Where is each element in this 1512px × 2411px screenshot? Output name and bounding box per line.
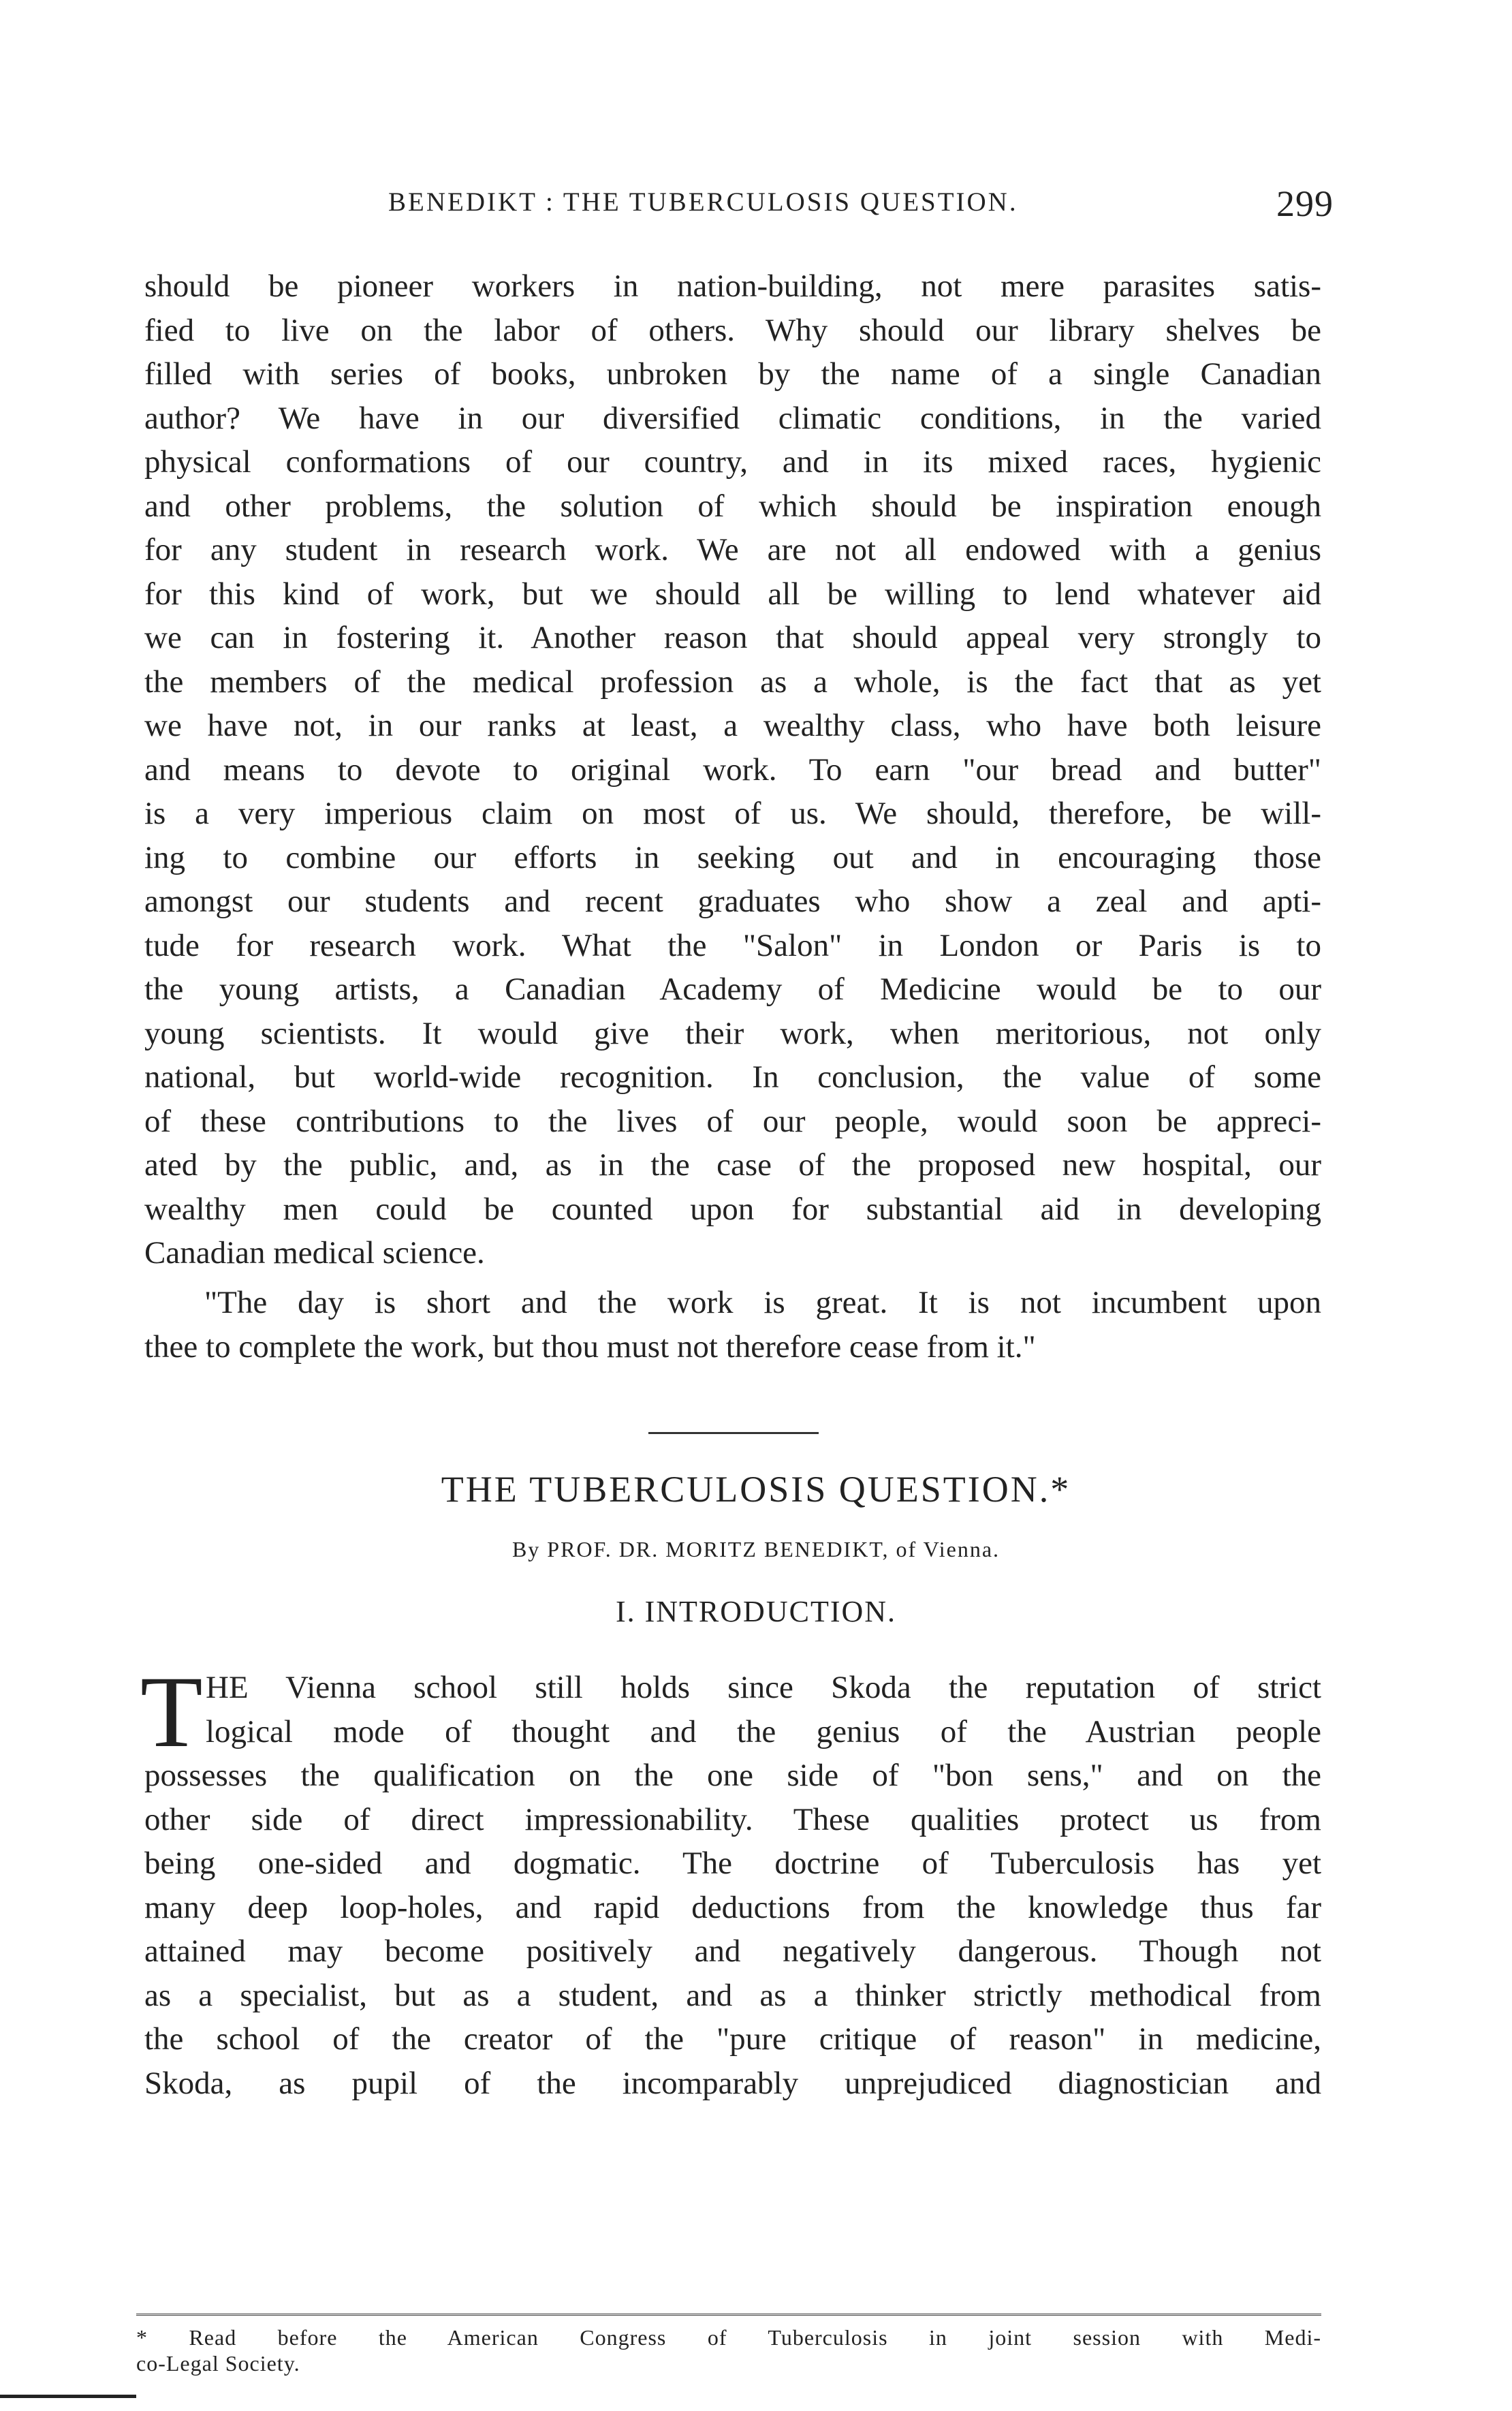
section-divider [648, 1432, 819, 1434]
section-heading: I. INTRODUCTION. [615, 1595, 897, 1628]
text-line: fied to live on the labor of others. Why should our library shelves be [144, 312, 1321, 348]
text-line: should be pioneer workers in nation-building, not mere parasites satis- [144, 268, 1321, 304]
article-paragraph [144, 1666, 1321, 2105]
text-line: Canadian medical science. [144, 1235, 485, 1271]
text-line: HE Vienna school still holds since Skoda the reputation of strict [206, 1670, 1321, 1705]
footnote-line: * Read before the American Congress of Tuberculosis in joint session with Medi- [136, 2325, 1321, 2350]
text-line: attained may become positively and negatively dangerous. Though not [144, 1933, 1321, 1969]
text-line: as a specialist, but as a student, and as a thinker strictly methodical from [144, 1977, 1321, 2013]
text-line: being one-sided and dogmatic. The doctrine of Tuberculosis has yet [144, 1846, 1321, 1881]
page-header [136, 183, 1334, 230]
text-line: many deep loop-holes, and rapid deductions from the knowledge thus far [144, 1889, 1321, 1925]
text-line: logical mode of thought and the genius of the Austrian people [206, 1713, 1321, 1749]
paragraph-continued [144, 264, 1321, 1275]
text-line: national, but world-wide recognition. In conclusion, the value of some [144, 1059, 1321, 1095]
article-byline: By PROF. DR. MORITZ BENEDIKT, of Vienna. [511, 1537, 1001, 1561]
text-line: for any student in research work. We are not all endowed with a genius [144, 532, 1321, 567]
text-line: tude for research work. What the "Salon" in London or Paris is to [144, 927, 1321, 963]
text-line: the young artists, a Canadian Academy of Medicine would be to our [144, 971, 1321, 1007]
text-line: wealthy men could be counted upon for substantial aid in developing [144, 1191, 1321, 1227]
text-line: and means to devote to original work. To earn "our bread and butter" [144, 751, 1321, 788]
text-line: young scientists. It would give their work, when meritorious, not only [144, 1015, 1321, 1051]
text-line: physical conformations of our country, and in its mixed races, hygienic [144, 444, 1321, 480]
text-line: thee to complete the work, but thou must not therefore cease from it." [144, 1328, 1036, 1365]
text-line: ated by the public, and, as in the case of the proposed new hospital, our [144, 1147, 1321, 1183]
text-line: the school of the creator of the "pure critique of reason" in medicine, [144, 2021, 1321, 2057]
closing-quote [144, 1281, 1321, 1369]
text-line: amongst our students and recent graduates who show a zeal and apti- [144, 884, 1321, 919]
running-head: BENEDIKT : THE TUBERCULOSIS QUESTION. [388, 187, 1018, 217]
footnote [136, 2324, 1321, 2376]
text-line: other side of direct impressionability. These qualities protect us from [144, 1801, 1321, 1837]
text-line: ing to combine our efforts in seeking out and in encouraging those [144, 839, 1321, 875]
text-line: author? We have in our diversified climatic conditions, in the varied [144, 400, 1321, 436]
text-line: of these contributions to the lives of our people, would soon be appreci- [144, 1103, 1321, 1139]
text-line: we can in fostering it. Another reason that should appeal very strongly to [144, 620, 1321, 655]
text-line: is a very imperious claim on most of us. We should, therefore, be will- [144, 796, 1321, 831]
text-line: possesses the qualification on the one side of "bon sens," and on the [144, 1758, 1321, 1793]
text-line: we have not, in our ranks at least, a wealthy class, who have both leisure [144, 708, 1321, 743]
article-title: THE TUBERCULOSIS QUESTION.* [441, 1469, 1071, 1510]
text-line: Skoda, as pupil of the incomparably unprejudiced diagnostician and [144, 2065, 1321, 2101]
text-line: filled with series of books, unbroken by the name of a single Canadian [144, 356, 1321, 392]
footnote-rule [136, 2314, 1321, 2316]
text-line: for this kind of work, but we should all be willing to lend whatever aid [144, 576, 1321, 612]
page-edge-mark [0, 2395, 136, 2398]
text-line: the members of the medical profession as a whole, is the fact that as yet [144, 664, 1321, 700]
page-number: 299 [1276, 183, 1334, 224]
footnote-line: co-Legal Society. [136, 2351, 300, 2376]
text-line: "The day is short and the work is great. It is not incumbent upon [204, 1285, 1321, 1320]
drop-cap: T [140, 1655, 203, 1769]
text-line: and other problems, the solution of which should be inspiration enough [144, 488, 1321, 524]
